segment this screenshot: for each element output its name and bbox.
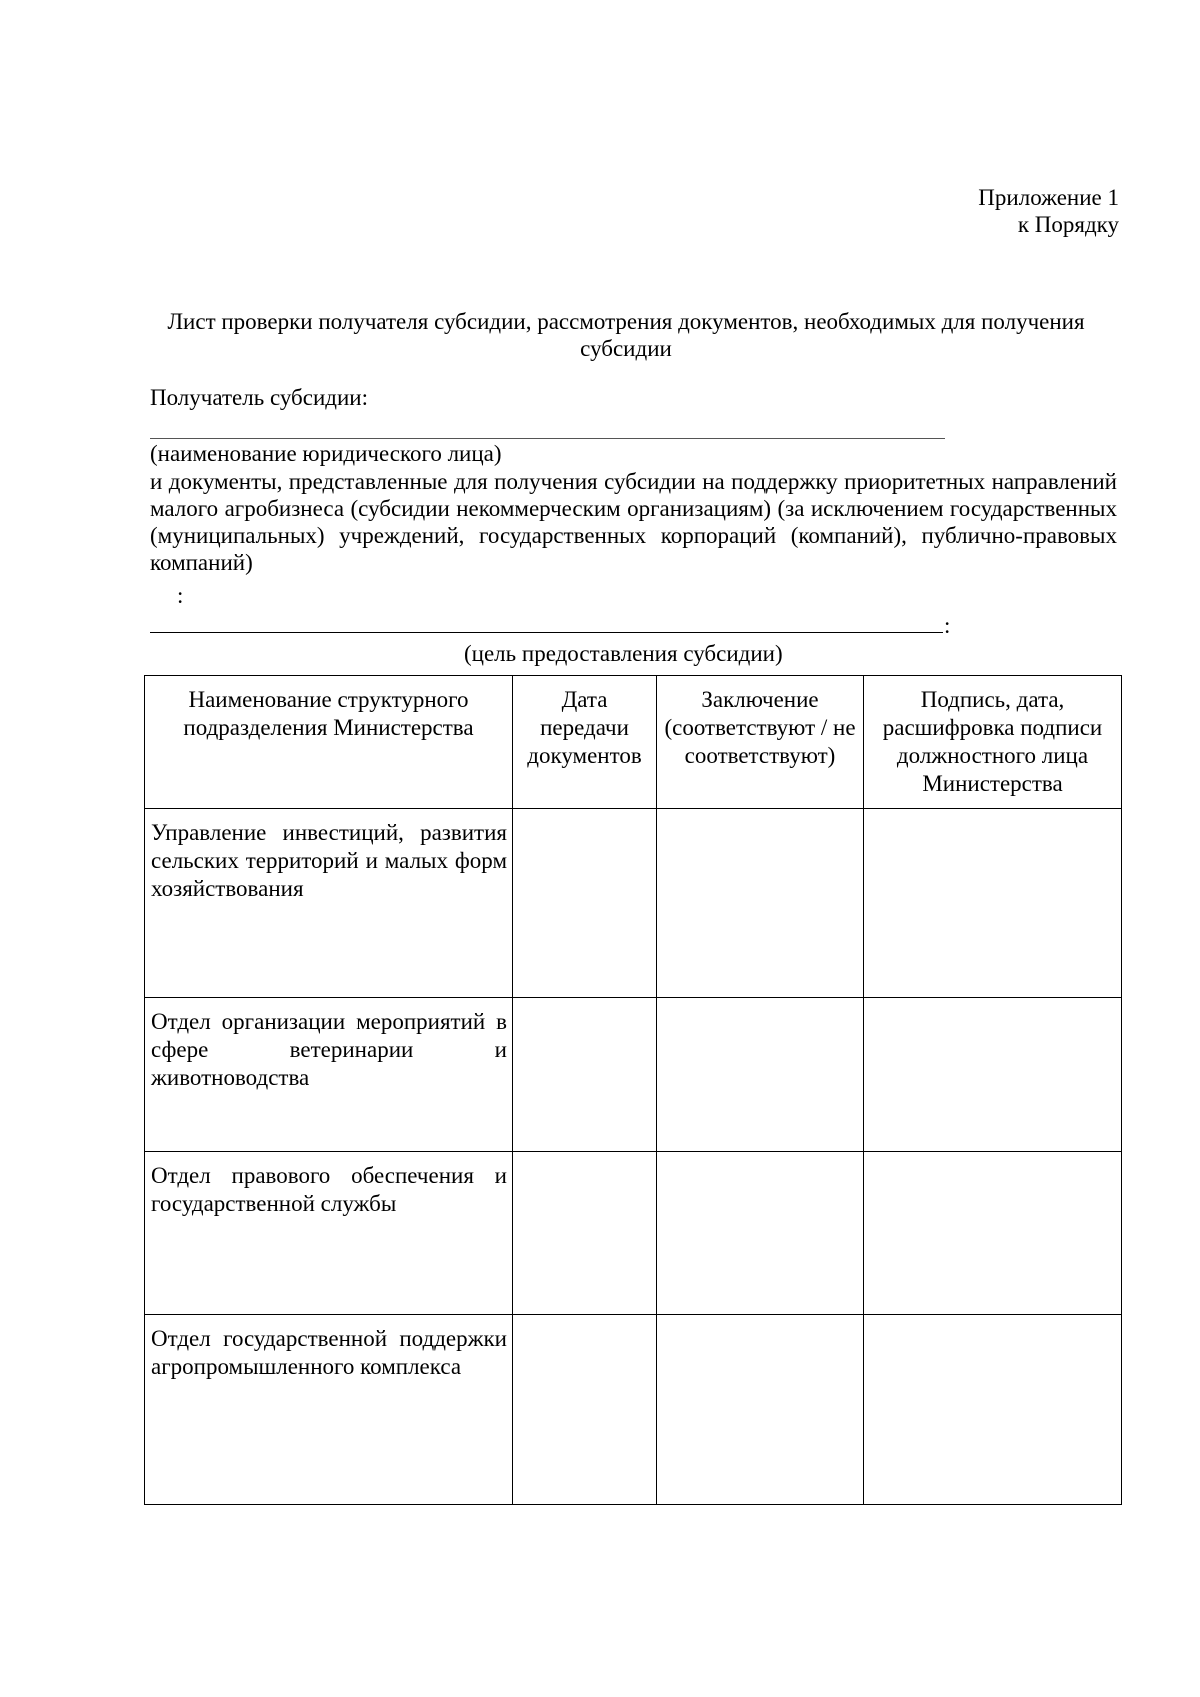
- table-row: [145, 809, 1122, 998]
- verification-table: [144, 675, 1122, 1505]
- organization-name-line: [150, 438, 945, 439]
- signature-cell: [864, 998, 1122, 1152]
- conclusion-cell: [657, 998, 864, 1152]
- header-transfer-date: Дата передачи документов: [513, 676, 657, 809]
- table-row: [145, 1152, 1122, 1315]
- date-cell: [513, 809, 657, 998]
- date-cell: [513, 1315, 657, 1505]
- organization-name-caption: (наименование юридического лица): [150, 441, 502, 466]
- subsidy-goal-caption: (цель предоставления субсидии): [464, 641, 783, 666]
- appendix-reference: [978, 184, 1119, 238]
- conclusion-cell: [657, 809, 864, 998]
- conclusion-cell: [657, 1315, 864, 1505]
- recipient-label: Получатель субсидии:: [150, 385, 368, 410]
- subsidy-goal-line: [150, 632, 943, 633]
- subsidy-goal-colon: :: [944, 613, 951, 638]
- date-cell: [513, 1152, 657, 1315]
- appendix-number: Приложение 1: [978, 185, 1119, 210]
- header-signature: Подпись, дата, расшифровка подписи должностного лица Министерства: [864, 676, 1122, 809]
- table-row: [145, 1315, 1122, 1505]
- date-cell: [513, 998, 657, 1152]
- signature-cell: [864, 1315, 1122, 1505]
- document-title: Лист проверки получателя субсидии, рассмотрения документов, необходимых для получения субсидии: [167, 309, 1085, 361]
- conclusion-cell: [657, 1152, 864, 1315]
- department-cell: Отдел правового обеспечения и государственной службы: [145, 1152, 513, 1315]
- department-cell: Управление инвестиций, развития сельских территорий и малых форм хозяйствования: [145, 809, 513, 998]
- documents-description: и документы, представленные для получения субсидии на поддержку приоритетных направлений малого агробизнеса (субсидии некоммерческим организациям) (за исключением государственных (муниципальных) учреждений, государственных корпораций (компаний), публично-правовых компаний): [150, 469, 1117, 575]
- signature-cell: [864, 1152, 1122, 1315]
- table-header-row: [145, 676, 1122, 809]
- table-row: [145, 998, 1122, 1152]
- header-department: Наименование структурного подразделения Министерства: [145, 676, 513, 809]
- department-cell: Отдел организации мероприятий в сфере ветеринарии и животноводства: [145, 998, 513, 1152]
- signature-cell: [864, 809, 1122, 998]
- colon-mark: :: [177, 583, 184, 608]
- appendix-procedure: к Порядку: [1017, 212, 1119, 237]
- header-conclusion: Заключение (соответствуют / не соответствуют): [657, 676, 864, 809]
- department-cell: Отдел государственной поддержки агропромышленного комплекса: [145, 1315, 513, 1505]
